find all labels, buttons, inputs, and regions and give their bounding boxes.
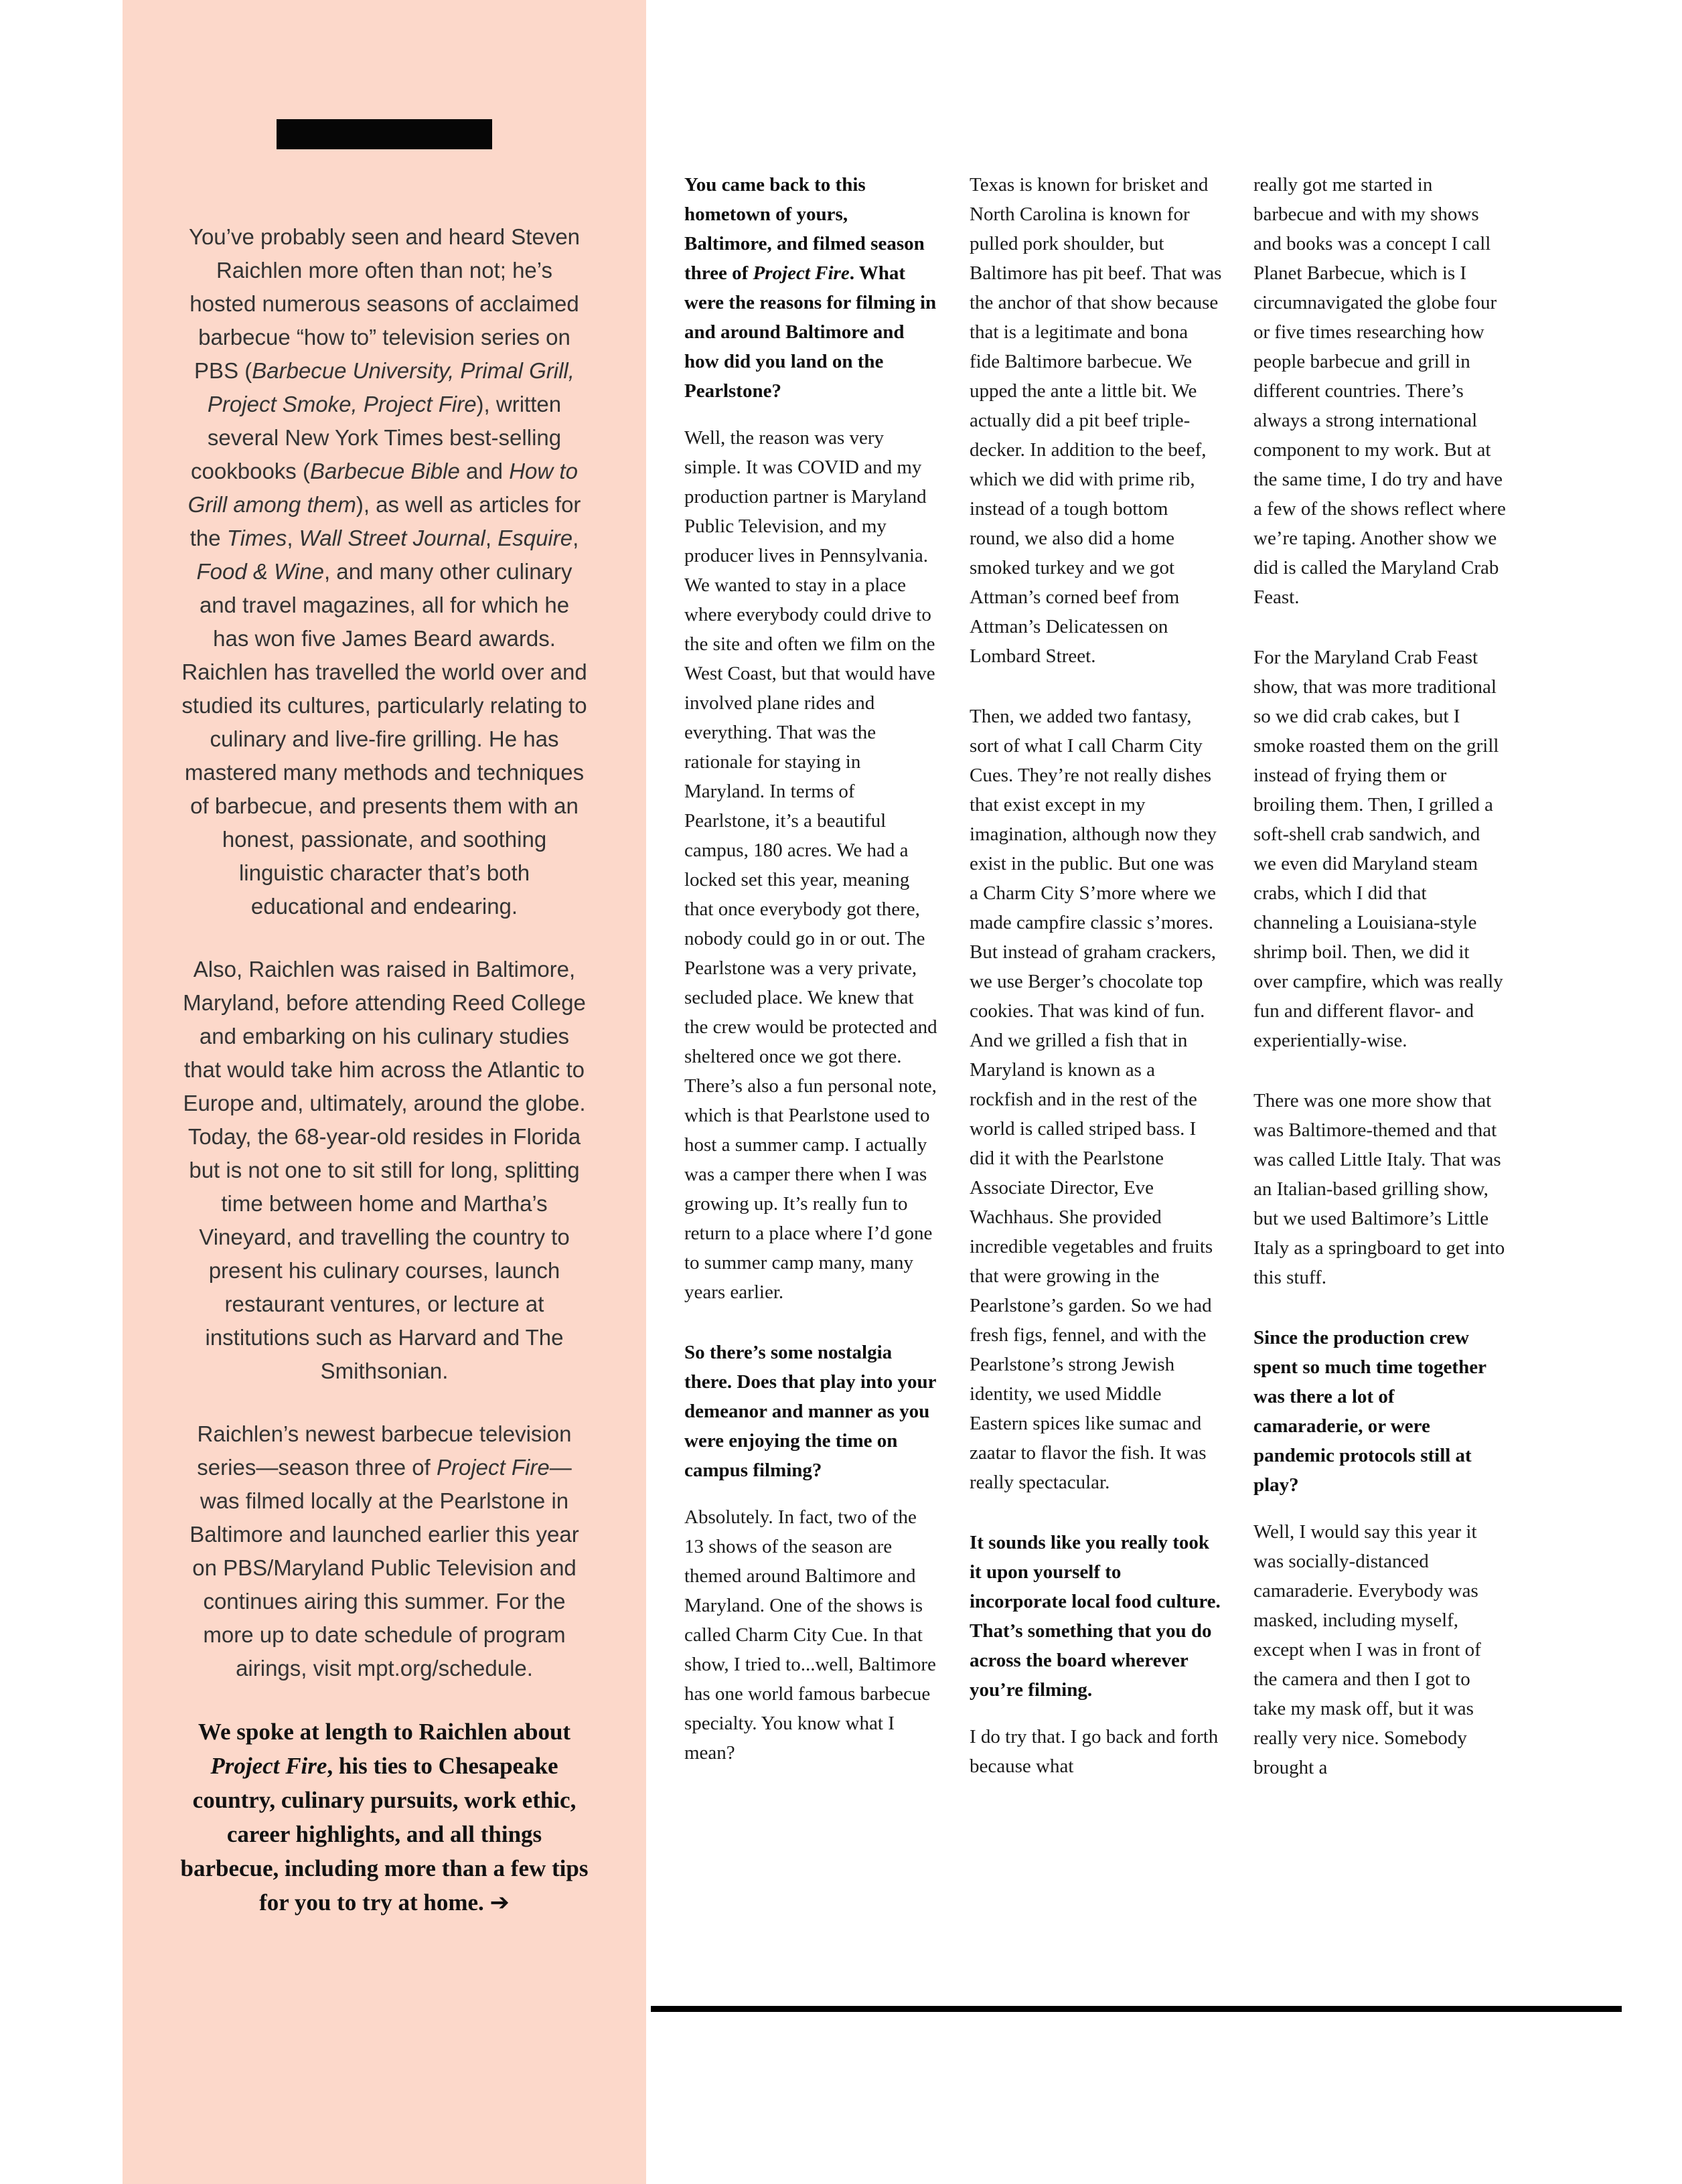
text-segment: —was filmed locally at the Pearlstone in Baltimore and launched earlier this year on PBS/Maryland Public Television and continues airing this summer. For the more up to date schedule of program airings, visit mpt.org/schedule.	[189, 1455, 579, 1681]
intro-paragraph	[180, 953, 589, 1388]
interview-answer	[684, 1502, 937, 1768]
intro-paragraph	[180, 1417, 589, 1685]
text-segment: , and many other culinary and travel magazines, all for which he has won five James Beard awards. Raichlen has travelled the world over and studied its cultures, particularly relating to culinary and live-fire grilling. He has mastered many methods and techniques of barbecue, and presents them with an honest, passionate, and soothing linguistic character that’s both educational and endearing.	[181, 559, 587, 919]
interview-question	[970, 1528, 1223, 1705]
text-segment: ), written several New York Times best-selling cookbooks (	[191, 392, 562, 483]
text-segment: , his ties to Chesapeake country, culinary pursuits, work ethic, career highlights, and all things barbecue, including more than a few tips for you to try at home.	[180, 1753, 589, 1916]
interview-answer	[1253, 1086, 1507, 1292]
interview-question	[684, 170, 937, 406]
italic-text-segment: How to Grill among them	[187, 459, 578, 517]
intro-panel	[123, 0, 646, 2184]
text-segment: There was one more show that was Baltimore-themed and that was called Little Italy. That was an Italian-based grilling show, but we used Baltimore’s Little Italy as a springboard to get into this stuff.	[1253, 1090, 1505, 1288]
intro-paragraphs	[123, 220, 646, 1920]
text-segment: ,	[572, 526, 579, 550]
interview-column-2	[970, 170, 1223, 1812]
text-segment: Then, we added two fantasy, sort of what I call Charm City Cues. They’re not really dishes that exist except in my imagination, although now they exist in the public. But one was a Charm City S’more where we made campfire classic s’mores. But instead of graham crackers, we use Berger’s chocolate top cookies. That was kind of fun. And we grilled a fish that in Maryland is known as a rockfish and in the rest of the world is called striped bass. I did it with the Pearlstone Associate Director, Eve Wachhaus. She provided incredible vegetables and fruits that were growing in the Pearlstone’s garden. So we had fresh figs, fennel, and with the Pearlstone’s strong Jewish identity, we used Middle Eastern spices like sumac and zaatar to flavor the fish. It was really spectacular.	[970, 706, 1217, 1493]
text-segment: Since the production crew spent so much time together was there a lot of camaraderie, or were pandemic protocols still at play?	[1253, 1327, 1486, 1496]
italic-text-segment: Project Fire	[753, 262, 850, 284]
italic-text-segment: Food & Wine	[196, 559, 324, 584]
text-segment: and	[459, 459, 510, 483]
text-segment: Texas is known for brisket and North Carolina is known for pulled pork shoulder, but Baltimore has pit beef. That was the anchor of that show because that is a legitimate and bona fide Baltimore barbecue. We upped the ante a little bit. We actually did a pit beef triple-decker. In addition to the beef, which we did with prime rib, instead of a tough bottom round, we also did a home smoked turkey and we got Attman’s corned beef from Attman’s Delicatessen on Lombard Street.	[970, 174, 1222, 667]
italic-text-segment: Wall Street Journal	[299, 526, 485, 550]
text-segment: ,	[287, 526, 299, 550]
arrow-icon: ➔	[489, 1889, 510, 1916]
text-segment: Well, I would say this year it was socially-distanced camaraderie. Everybody was masked, including myself, except when I was in front of the camera and then I got to take my mask off, but it was really very nice. Somebody brought a	[1253, 1521, 1481, 1778]
text-segment: You’ve probably seen and heard Steven Raichlen more often than not; he’s hosted numerous seasons of acclaimed barbecue “how to” television series on PBS (	[188, 224, 581, 383]
interview-answer	[970, 702, 1223, 1497]
interview-answer	[970, 1722, 1223, 1781]
text-segment: Absolutely. In fact, two of the 13 shows of the season are themed around Baltimore and Maryland. One of the shows is called Charm City Cue. In that show, I tried to...well, Baltimore has one world famous barbecue specialty. You know what I mean?	[684, 1506, 936, 1764]
interview-answer	[684, 423, 937, 1307]
text-segment: Also, Raichlen was raised in Baltimore, Maryland, before attending Reed College and embarking on his culinary studies that would take him across the Atlantic to Europe and, ultimately, around the globe. Today, the 68-year-old resides in Florida but is not one to sit still for long, splitting time between home and Martha’s Vineyard, and travelling the country to present his culinary courses, launch restaurant ventures, or lecture at institutions such as Harvard and The Smithsonian.	[183, 957, 586, 1383]
interview-column-1	[684, 170, 937, 1798]
text-segment: You came back to this hometown of yours, Baltimore, and filmed season three of	[684, 174, 925, 284]
text-segment: ,	[485, 526, 498, 550]
text-segment: really got me started in barbecue and with my shows and books was a concept I call Planet Barbecue, which is I circumnavigated the globe four or five times researching how people barbecue and grill in different countries. There’s always a strong international component to my work. But at the same time, I do try and have a few of the shows reflect where we’re taping. Another show we did is called the Maryland Crab Feast.	[1253, 174, 1506, 608]
italic-text-segment: Esquire	[498, 526, 573, 550]
italic-text-segment: Project Fire	[436, 1455, 550, 1480]
text-segment: Well, the reason was very simple. It was COVID and my production partner is Maryland Public Television, and my producer lives in Pennsylvania. We wanted to stay in a place where everybody could drive to the site and often we film on the West Coast, but that would have involved plane rides and everything. That was the rationale for staying in Maryland. In terms of Pearlstone, it’s a beautiful campus, 180 acres. We had a locked set this year, meaning that once everybody got there, nobody could go in or out. The Pearlstone was a very private, secluded place. We knew that the crew would be protected and sheltered once we got there. There’s also a fun personal note, which is that Pearlstone used to host a summer camp. I actually was a camper there when I was growing up. It’s really fun to return to a place where I’d gone to summer camp many, many years earlier.	[684, 427, 937, 1303]
interview-answer	[1253, 170, 1507, 612]
italic-text-segment: Project Fire	[210, 1753, 327, 1779]
text-segment: It sounds like you really took it upon yourself to incorporate local food culture. That’s something that you do across the board wherever you’re filming.	[970, 1532, 1221, 1701]
text-segment: . What were the reasons for filming in and around Baltimore and how did you land on the Pearlstone?	[684, 262, 937, 402]
intro-paragraph	[180, 220, 589, 923]
interview-column-3	[1253, 170, 1507, 1813]
text-segment: I do try that. I go back and forth because what	[970, 1726, 1219, 1777]
text-segment: For the Maryland Crab Feast show, that was more traditional so we did crab cakes, but I smoke roasted them on the grill instead of frying them or broiling them. Then, I grilled a soft-shell crab sandwich, and we even did Maryland steam crabs, which I did that channeling a Louisiana-style shrimp boil. Then, we did it over campfire, which was really fun and different flavor- and experientially-wise.	[1253, 647, 1503, 1051]
text-segment: We spoke at length to Raichlen about	[198, 1719, 571, 1745]
italic-text-segment: Barbecue University, Primal Grill, Project Smoke, Project Fire	[207, 358, 575, 416]
text-segment: ), as well as articles for the	[189, 492, 581, 550]
bottom-rule	[651, 2006, 1622, 2012]
interview-answer	[1253, 643, 1507, 1055]
interview-answer	[1253, 1517, 1507, 1782]
italic-text-segment: Barbecue Bible	[309, 459, 460, 483]
interview-question	[1253, 1323, 1507, 1500]
intro-kicker-paragraph	[180, 1715, 589, 1920]
redacted-title-bar	[277, 119, 492, 149]
text-segment: Raichlen’s newest barbecue television series—season three of	[197, 1421, 572, 1480]
interview-question	[684, 1338, 937, 1485]
italic-text-segment: Times	[226, 526, 287, 550]
interview-answer	[970, 170, 1223, 671]
text-segment: So there’s some nostalgia there. Does that play into your demeanor and manner as you were enjoying the time on campus filming?	[684, 1342, 936, 1481]
